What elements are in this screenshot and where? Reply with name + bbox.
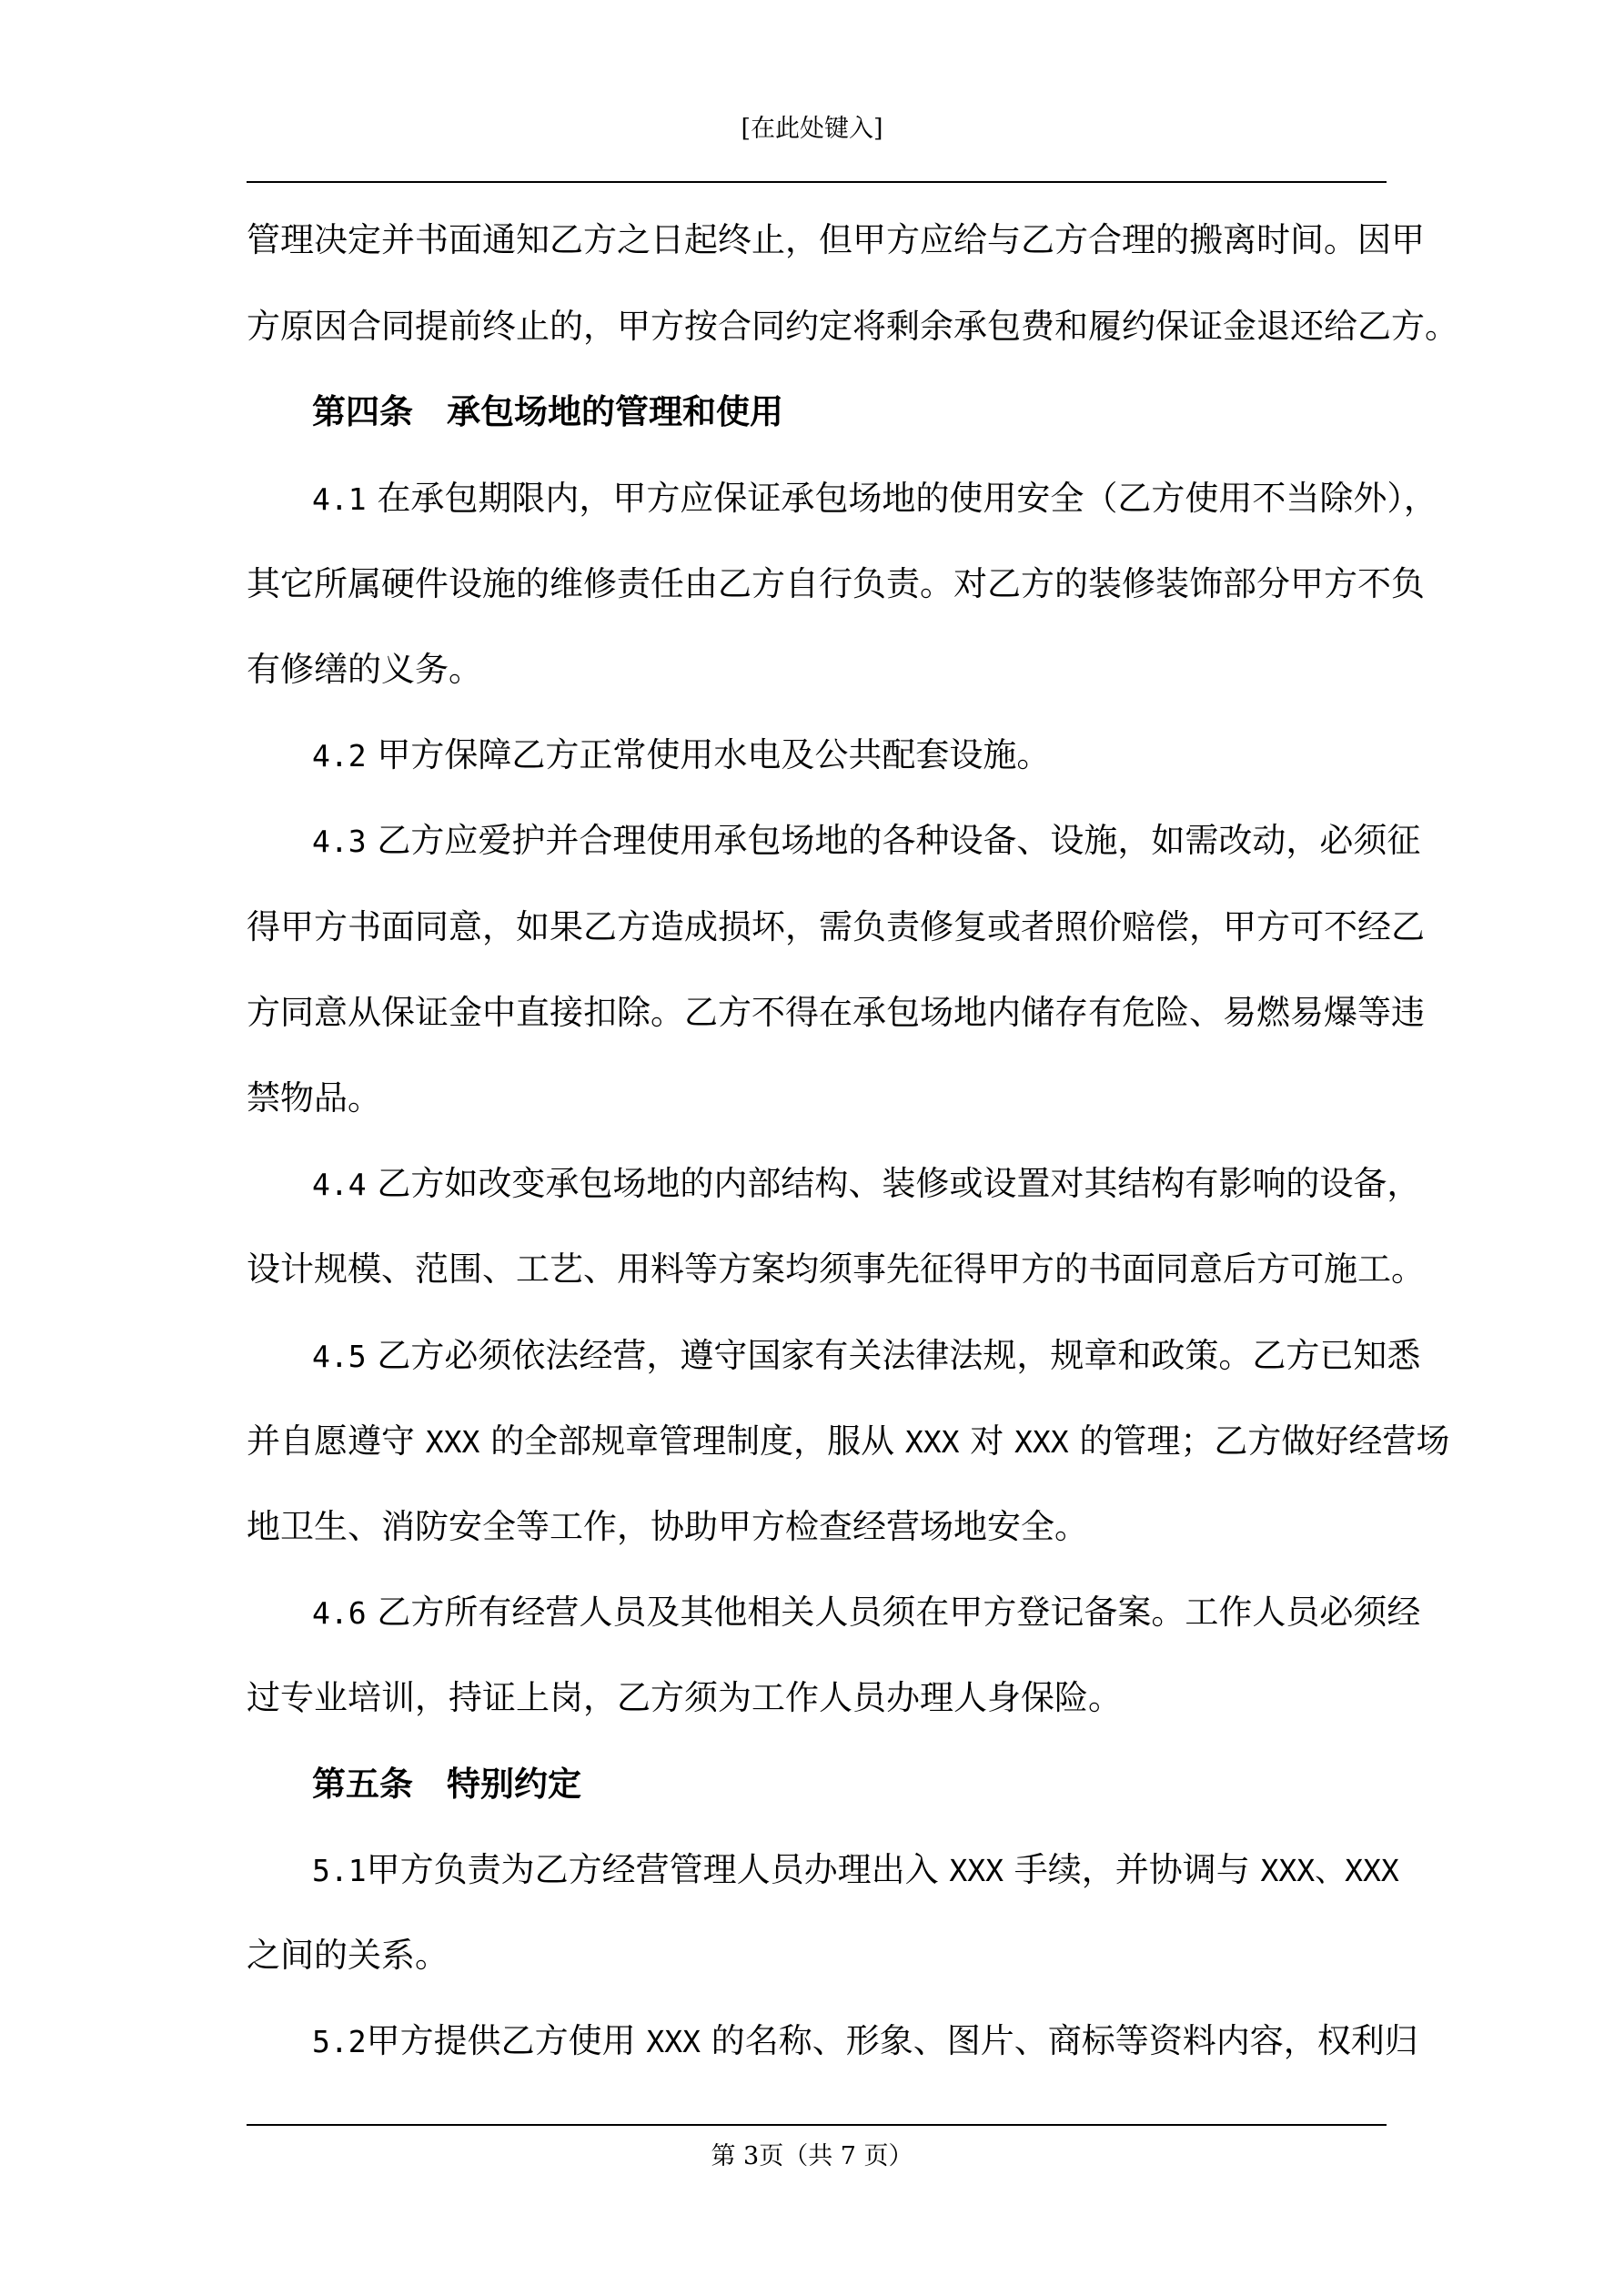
paragraph-line: 管理决定并书面通知乙方之日起终止，但甲方应给与乙方合理的搬离时间。因甲 (247, 220, 1425, 259)
text-run: 的全部规章管理制度，服从 (490, 1421, 895, 1461)
clause-text: 乙方所有经营人员及其他相关人员须在甲方登记备案。工作人员必须经 (377, 1593, 1421, 1632)
clause-number: 4.4 (312, 1167, 367, 1202)
clause-4-6 (312, 1590, 1420, 1636)
clause-4-5 (312, 1333, 1420, 1380)
text-run: 并自愿遵守 (247, 1421, 415, 1461)
paragraph-line: 得甲方书面同意，如果乙方造成损坏，需负责修复或者照价赔偿，甲方可不经乙 (247, 907, 1425, 946)
text-run: 对 (970, 1421, 1004, 1461)
clause-text: 甲方保障乙方正常使用水电及公共配套设施。 (377, 735, 1051, 774)
section-heading-5: 第五条 特别约定 (312, 1765, 581, 1804)
text-run: 手续，并协调与 (1014, 1850, 1250, 1889)
footer-rule (247, 2124, 1387, 2126)
clause-number: 5.1 (312, 1853, 367, 1888)
text-run: 的管理；乙方做好经营场 (1079, 1421, 1450, 1461)
paragraph-line: 其它所属硬件设施的维修责任由乙方自行负责。对乙方的装修装饰部分甲方不负 (247, 564, 1425, 603)
paragraph-line: 之间的关系。 (247, 1936, 449, 1975)
paragraph-line: 过专业培训，持证上岗，乙方须为工作人员办理人身保险。 (247, 1678, 1122, 1717)
clause-5-2 (312, 2018, 1418, 2065)
clause-4-1 (312, 476, 1437, 522)
placeholder-xxx: XXX (949, 1853, 1004, 1888)
clause-text: 在承包期限内，甲方应保证承包场地的使用安全（乙方使用不当除外）， (377, 479, 1437, 518)
clause-number: 4.5 (312, 1339, 367, 1374)
section-heading-4: 第四条 承包场地的管理和使用 (312, 392, 783, 431)
clause-number: 5.2 (312, 2024, 367, 2059)
text-run: 的名称、形象、图片、商标等资料内容，权利归 (711, 2021, 1418, 2060)
clause-text: 乙方应爱护并合理使用承包场地的各种设备、设施，如需改动，必须征 (377, 821, 1421, 860)
clause-text: 乙方如改变承包场地的内部结构、装修或设置对其结构有影响的设备， (377, 1164, 1421, 1203)
placeholder-xxx: XXX (425, 1424, 480, 1460)
placeholder-xxx: XXX (904, 1424, 960, 1460)
clause-number: 4.1 (312, 481, 367, 517)
clause-5-1 (312, 1847, 1399, 1894)
clause-text: 乙方必须依法经营，遵守国家有关法律法规，规章和政策。乙方已知悉 (377, 1336, 1421, 1375)
clause-number: 4.3 (312, 824, 367, 859)
clause-number: 4.2 (312, 738, 367, 774)
page-header: [在此处键入] (741, 115, 883, 143)
header-rule (247, 181, 1387, 183)
clause-4-3 (312, 818, 1420, 865)
paragraph-line: 方原因合同提前终止的，甲方按合同约定将剩余承包费和履约保证金退还给乙方。 (247, 307, 1458, 346)
clause-number: 4.6 (312, 1595, 367, 1631)
paragraph-line (247, 1419, 1449, 1465)
clause-4-4 (312, 1161, 1420, 1208)
paragraph-line: 有修缮的义务。 (247, 650, 482, 689)
placeholder-xxx: XXX (646, 2024, 701, 2059)
paragraph-line: 地卫生、消防安全等工作，协助甲方检查经营场地安全。 (247, 1507, 1088, 1546)
clause-4-2 (312, 733, 1050, 779)
paragraph-line: 设计规模、范围、工艺、用料等方案均须事先征得甲方的书面同意后方可施工。 (247, 1249, 1425, 1289)
placeholder-xxx: XXX (1014, 1424, 1069, 1460)
paragraph-line: 禁物品。 (247, 1078, 381, 1118)
paragraph-line: 方同意从保证金中直接扣除。乙方不得在承包场地内储存有危险、易燃易爆等违 (247, 993, 1425, 1032)
placeholder-xxx: XXX、XXX (1260, 1853, 1399, 1888)
page-number: 第 3页（共 7 页） (711, 2142, 913, 2170)
text-run: 甲方提供乙方使用 (366, 2021, 636, 2060)
text-run: 甲方负责为乙方经营管理人员办理出入 (366, 1850, 939, 1889)
